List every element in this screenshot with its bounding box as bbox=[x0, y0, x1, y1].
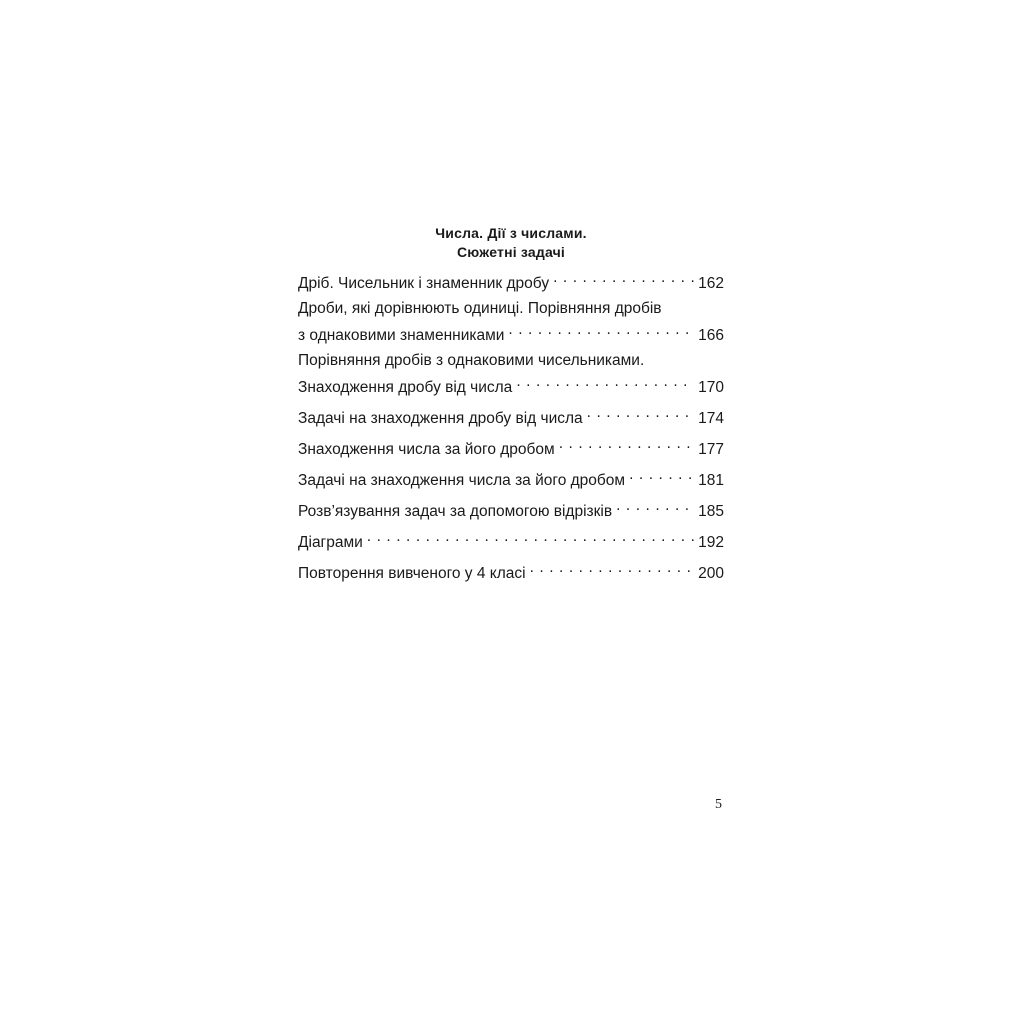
toc-entry bbox=[298, 350, 724, 398]
toc-entry bbox=[298, 298, 724, 346]
dot-leader bbox=[516, 371, 694, 392]
dot-leader bbox=[559, 433, 694, 454]
toc-entry-page: 170 bbox=[698, 379, 724, 396]
toc-entry bbox=[298, 526, 724, 553]
toc-entry-title: Задачі на знаходження числа за його дробом bbox=[298, 472, 626, 489]
toc-entry bbox=[298, 267, 724, 294]
toc-entry-page: 200 bbox=[698, 565, 724, 582]
toc-entry-title: Знаходження числа за його дробом bbox=[298, 441, 555, 458]
toc-entry bbox=[298, 495, 724, 522]
toc-entry-page: 192 bbox=[698, 534, 724, 551]
page-number: 5 bbox=[715, 797, 722, 812]
toc-entry-title: Дріб. Чисельник і знаменник дробу bbox=[298, 275, 550, 292]
section-heading-line-1: Числа. Дії з числами. bbox=[435, 225, 587, 241]
toc-entry-page: 177 bbox=[698, 441, 724, 458]
toc-entry-page: 181 bbox=[698, 472, 724, 489]
dot-leader bbox=[508, 319, 694, 340]
toc-entry-page: 174 bbox=[698, 410, 724, 427]
toc-entry-title: з однаковими знаменниками bbox=[298, 327, 505, 344]
dot-leader bbox=[629, 464, 694, 485]
toc-entry bbox=[298, 402, 724, 429]
toc-entry-title: Знаходження дробу від числа bbox=[298, 379, 513, 396]
toc-entry bbox=[298, 464, 724, 491]
toc-entry-title-line: Дроби, які дорівнюють одиниці. Порівняння дробів bbox=[298, 300, 662, 317]
dot-leader bbox=[616, 495, 694, 516]
section-heading bbox=[298, 224, 724, 262]
toc-entry bbox=[298, 557, 724, 584]
toc-entry-page: 166 bbox=[698, 327, 724, 344]
toc-entry-title: Задачі на знаходження дробу від числа bbox=[298, 410, 583, 427]
toc-entry-page: 185 bbox=[698, 503, 724, 520]
toc-entry-title: Діаграми bbox=[298, 534, 363, 551]
dot-leader bbox=[587, 402, 694, 423]
toc-entry-title: Розв’язування задач за допомогою відрізків bbox=[298, 503, 613, 520]
dot-leader bbox=[553, 267, 694, 288]
toc-entry-page: 162 bbox=[698, 275, 724, 292]
toc-entry-title: Повторення вивченого у 4 класі bbox=[298, 565, 526, 582]
dot-leader bbox=[530, 557, 695, 578]
toc-entry-title-line: Порівняння дробів з однаковими чисельниками. bbox=[298, 352, 645, 369]
table-of-contents bbox=[298, 224, 724, 588]
dot-leader bbox=[367, 526, 694, 547]
section-heading-line-2: Сюжетні задачі bbox=[456, 244, 566, 260]
toc-entry bbox=[298, 433, 724, 460]
